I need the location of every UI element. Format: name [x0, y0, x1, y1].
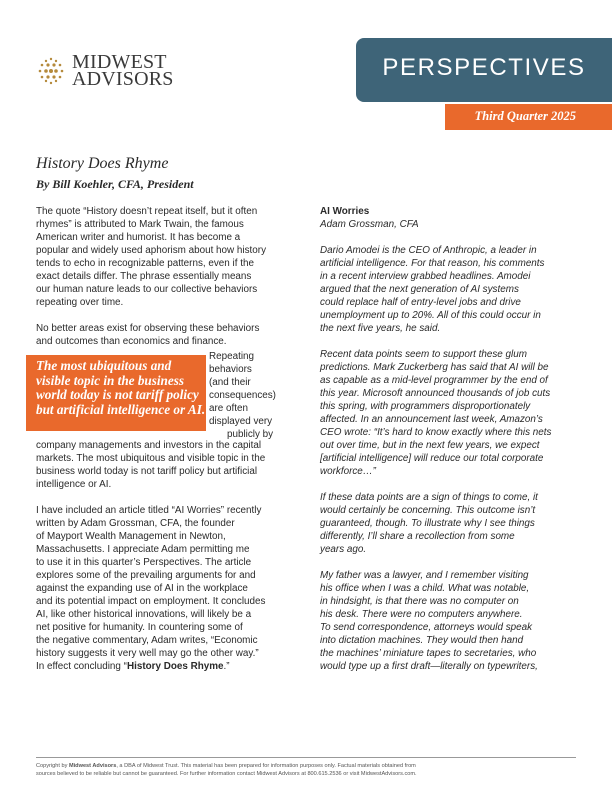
text-line: and outcomes than economics and finance.	[36, 336, 227, 347]
sidebar-title: AI Worries	[320, 206, 370, 217]
article-paragraph-1	[36, 205, 301, 309]
copyright-footer	[36, 762, 576, 778]
text-line: out over time, but in the next few years, we expect	[320, 440, 540, 451]
dotted-globe-icon	[36, 56, 66, 86]
bold-phrase: History Does Rhyme	[126, 661, 224, 672]
pull-quote-text: The most ubiquitous and visible topic in the business world today is not tariff policy but artificial intelligence or AI.	[36, 358, 206, 417]
text-line: If these data points are a sign of things to come, it	[320, 492, 538, 503]
footer-line-2: sources believed to be reliable but cannot be guaranteed. For further information contact Midwest Advisors at 800.615.2536 or visit MidwestAdvisors.com.	[36, 771, 417, 777]
text-line: Massachusetts. I appreciate Adam permitting me	[36, 544, 250, 555]
text-line: The quote “History doesn’t repeat itself, but it often	[36, 206, 258, 217]
text-line: tends to echo in recognizable patterns, even if the	[36, 258, 254, 269]
text-line: and its potential impact on employment. It concludes	[36, 596, 266, 607]
footer-divider	[36, 757, 576, 758]
text-line: history suggests it very well may go the other way.”	[36, 648, 259, 659]
text-line: this spring, with programmers disproportionately	[320, 401, 531, 412]
text-line: workforce…”	[320, 466, 376, 477]
text-line: exact details differ. The phrase essentially means	[36, 271, 252, 282]
logo-wordmark	[72, 51, 174, 90]
text-line: behaviors	[209, 364, 252, 375]
text-line: would type up a first draft—literally on typewriters,	[320, 661, 538, 672]
text-line: would certainly be concerning. This outcome isn’t	[320, 505, 536, 516]
text-line: against the expanding use of AI in the workplace	[36, 583, 248, 594]
quarter-label: Third Quarter 2025	[474, 109, 576, 123]
midwest-advisors-logo	[36, 51, 174, 90]
footer-text: Copyright by	[36, 763, 69, 769]
text-line: Recent data points seem to support these glum	[320, 349, 527, 360]
text-line: intelligence or AI.	[36, 479, 112, 490]
text-line: Dario Amodei is the CEO of Anthropic, a leader in	[320, 245, 537, 256]
article-paragraph-3	[36, 504, 301, 673]
quarter-bar	[445, 104, 612, 130]
text-line: his desk. There were no computers anywhere.	[320, 609, 523, 620]
text-line: written by Adam Grossman, CFA, the founder	[36, 518, 235, 529]
text-line: the next five years, he said.	[320, 323, 441, 334]
footer-text: , a DBA of Midwest Trust. This material has been prepared for information purposes only. Factual materials obtained from	[116, 763, 416, 769]
text-line: the machines’ miniature tapes to secretaries, who	[320, 648, 537, 659]
text-line: displayed very	[209, 416, 273, 427]
text-fragment: .”	[223, 661, 230, 672]
text-line: affected. In an announcement last week, Amazon’s	[320, 414, 543, 425]
logo-line-1: MIDWEST	[72, 51, 167, 73]
text-line: rhymes” is attributed to Mark Twain, the famous	[36, 219, 244, 230]
sidebar-heading	[320, 205, 578, 231]
newsletter-title: PERSPECTIVES	[382, 54, 586, 81]
text-line: I have included an article titled “AI Worries” recently	[36, 505, 262, 516]
text-line: our human nature leads to our collective behaviors	[36, 284, 258, 295]
text-line: are often	[209, 403, 248, 414]
text-line: into dictation machines. They would then hand	[320, 635, 524, 646]
text-line: his office when I was a child. What was notable,	[320, 583, 530, 594]
text-line: CEO wrote: “It’s hard to know exactly where this nets	[320, 427, 552, 438]
text-line: as capable as a mid-level programmer by the end of	[320, 375, 548, 386]
text-line: predictions. Mark Zuckerberg has said that AI will be	[320, 362, 549, 373]
sidebar-author: Adam Grossman, CFA	[320, 219, 419, 230]
text-line: No better areas exist for observing these behaviors	[36, 323, 260, 334]
text-line: to use it in this quarter’s Perspectives. The article	[36, 557, 252, 568]
text-line: argued that the next generation of AI systems	[320, 284, 519, 295]
text-line: artificial intelligence. For that reason, his comments	[320, 258, 545, 269]
article-byline: By Bill Koehler, CFA, President	[36, 177, 194, 191]
text-line: explores some of the prevailing arguments for and	[36, 570, 256, 581]
text-line: unemployment up to 20%. All of this could occur in	[320, 310, 541, 321]
sidebar-paragraph-1	[320, 244, 578, 335]
right-column	[320, 205, 578, 686]
text-line: American writer and humorist. It has become a	[36, 232, 241, 243]
text-line: net positive for humanity. In countering some of	[36, 622, 243, 633]
text-line: in a recent interview grabbed headlines. Amodei	[320, 271, 531, 282]
text-line: markets. The most ubiquitous and visible topic in the	[36, 453, 266, 464]
footer-company: Midwest Advisors	[68, 763, 117, 769]
perspectives-banner	[356, 38, 612, 102]
text-line: repeating over time.	[36, 297, 124, 308]
text-line: publicly by	[227, 429, 274, 440]
text-line: consequences)	[209, 390, 276, 401]
sidebar-paragraph-3	[320, 491, 578, 556]
text-line: could replace half of entry-level jobs and drive	[320, 297, 521, 308]
text-line: years ago.	[320, 544, 367, 555]
text-line	[36, 660, 301, 673]
logo-line-2: ADVISORS	[72, 68, 174, 90]
text-line: popular and widely used aphorism about how history	[36, 245, 267, 256]
pull-quote	[26, 355, 206, 431]
text-line: business world today is not tariff policy but artificial	[36, 466, 258, 477]
text-line: this year. Microsoft announced thousands of job cuts	[320, 388, 551, 399]
sidebar-paragraph-2	[320, 348, 578, 478]
text-line: (and their	[209, 377, 251, 388]
text-line: My father was a lawyer, and I remember visiting	[320, 570, 529, 581]
article-title: History Does Rhyme	[36, 155, 169, 172]
text-line: To send correspondence, attorneys would speak	[320, 622, 533, 633]
left-column	[36, 205, 301, 686]
footer-line-1	[36, 762, 576, 770]
text-line: of Mayport Wealth Management in Newton,	[36, 531, 226, 542]
text-line: the negative commentary, Adam writes, “Economic	[36, 635, 258, 646]
text-line: AI, like other historical innovations, will likely be a	[36, 609, 252, 620]
text-line: guaranteed, though. To illustrate why I see things	[320, 518, 535, 529]
text-line: company managements and investors in the capital	[36, 440, 262, 451]
text-line: in hindsight, is that there was no computer on	[320, 596, 519, 607]
wrapped-text	[209, 350, 276, 441]
text-fragment: In effect concluding “	[36, 661, 127, 672]
text-line: Repeating	[209, 351, 255, 362]
sidebar-paragraph-4	[320, 569, 578, 673]
text-line: differently, I’ll share a recollection from some	[320, 531, 515, 542]
text-line: [artificial intelligence] will reduce our total corporate	[320, 453, 544, 464]
